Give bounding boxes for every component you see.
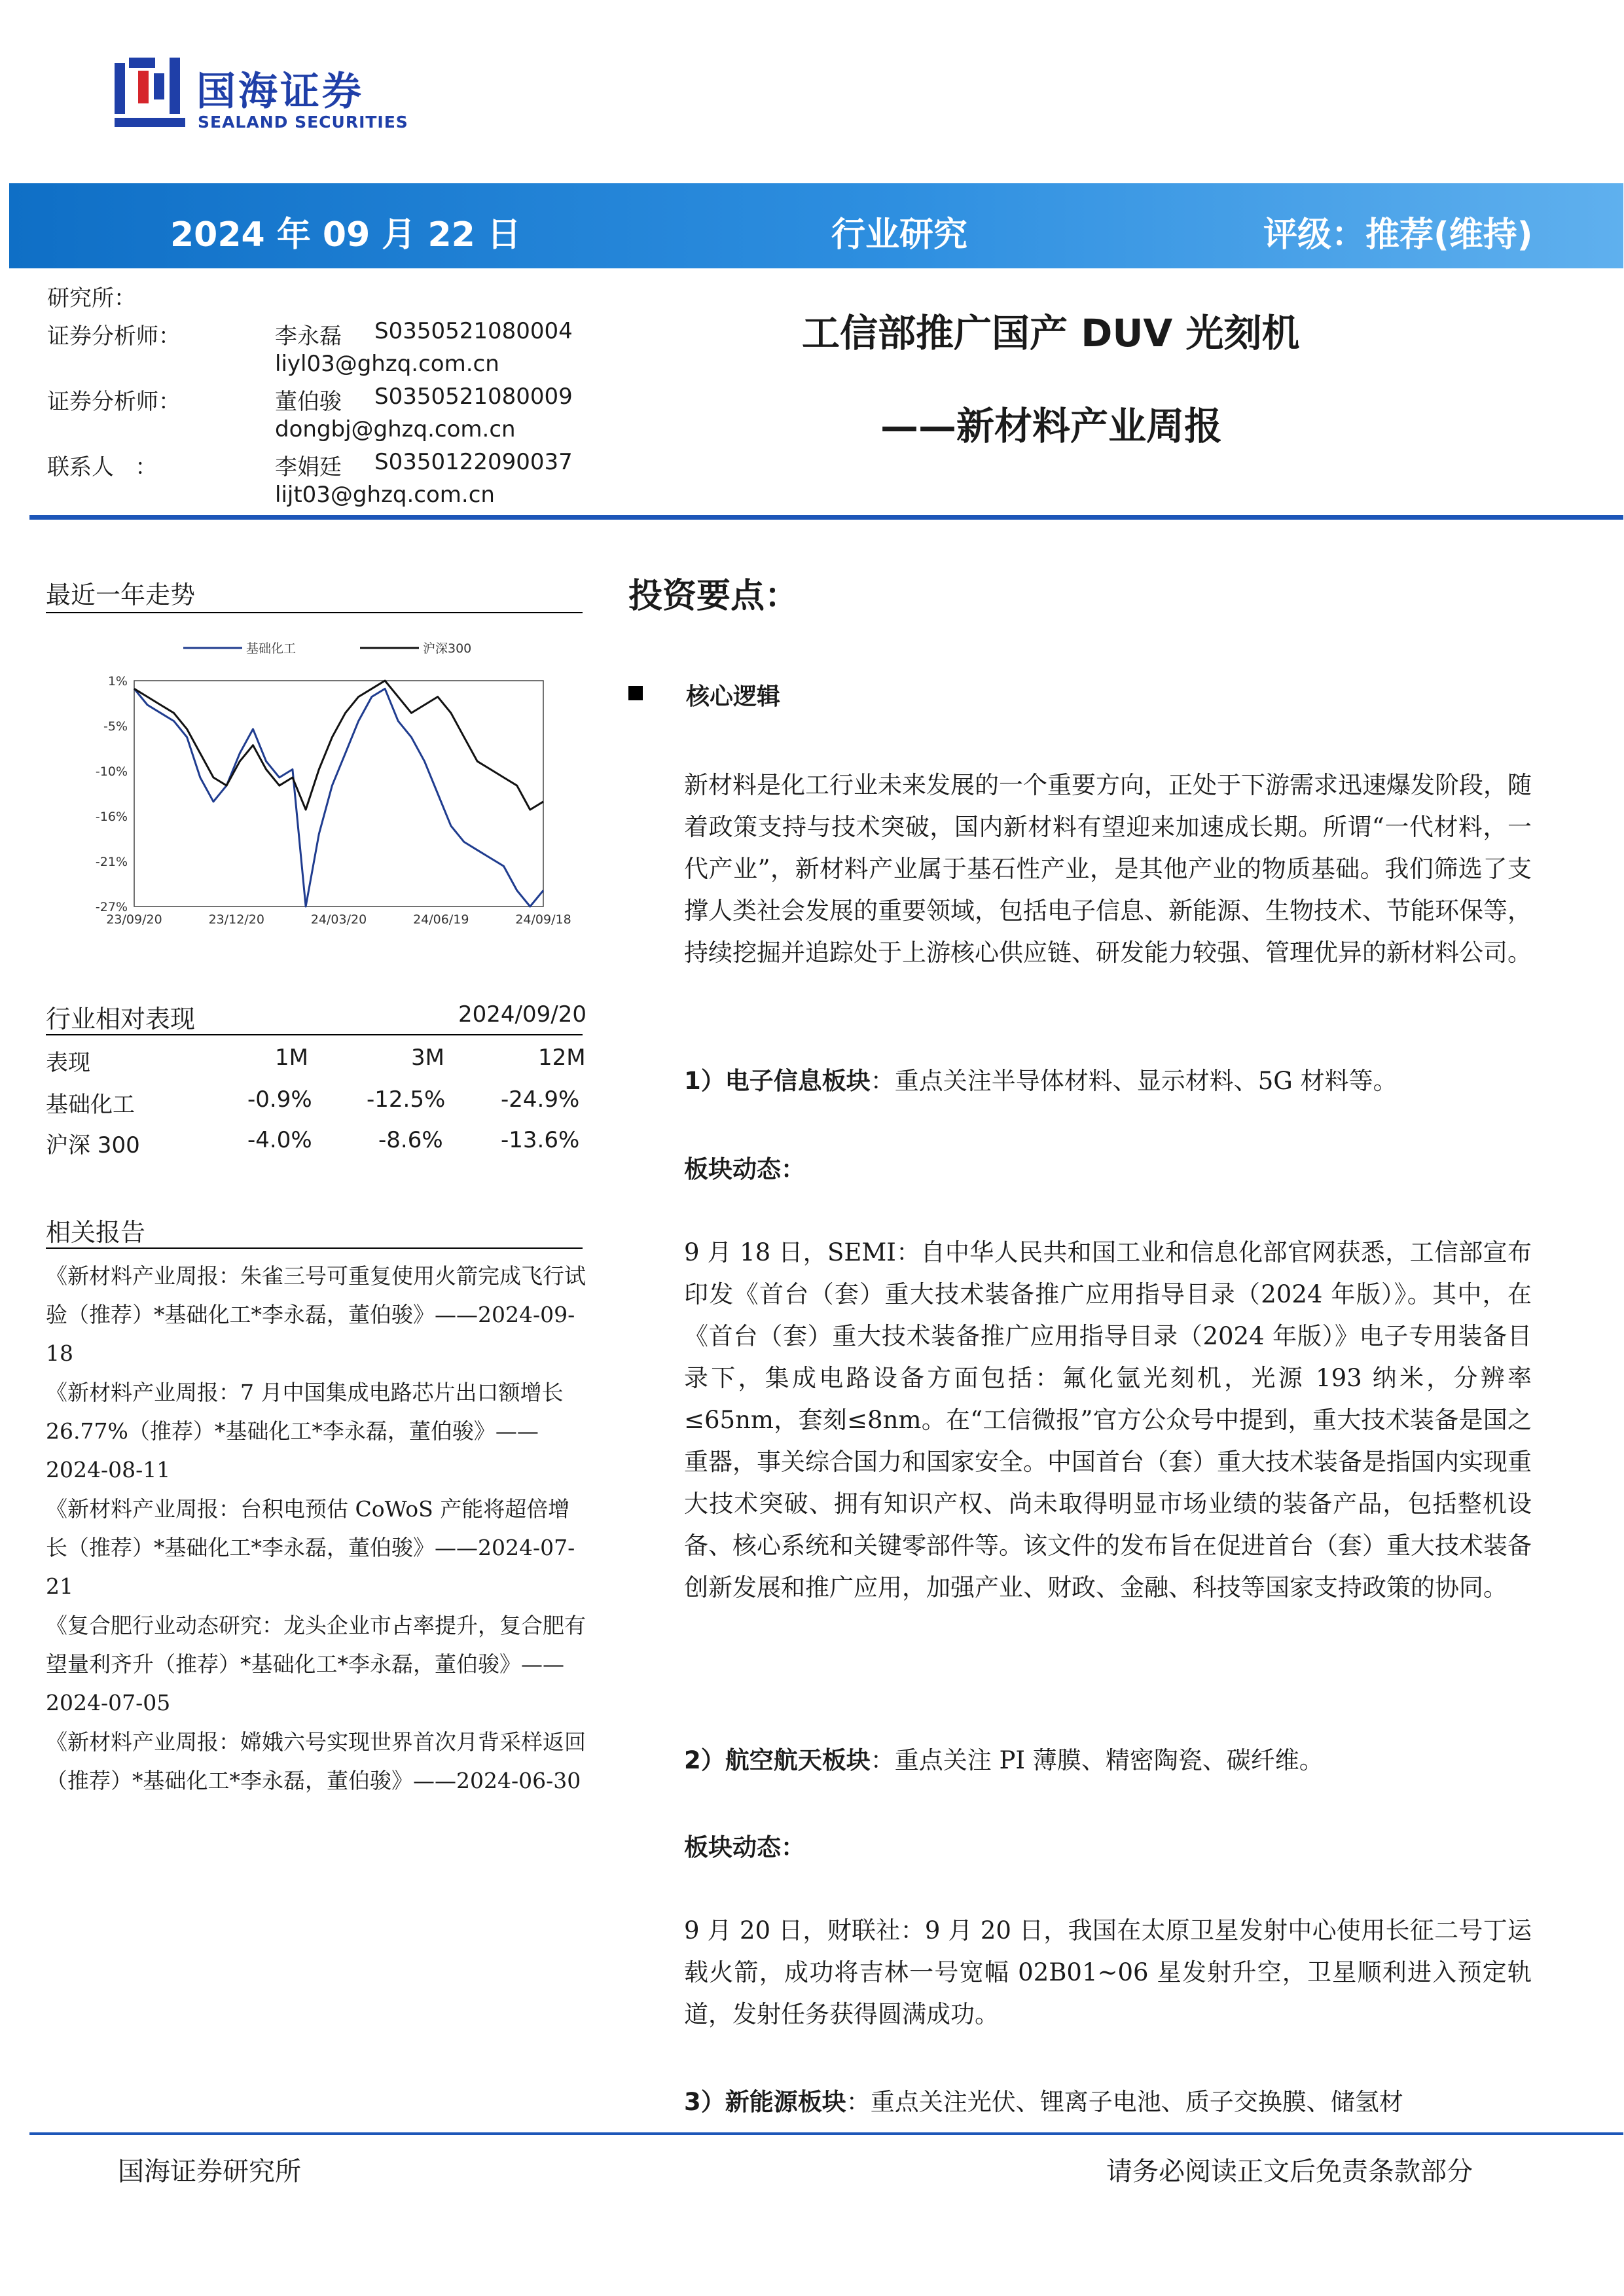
perf-cell: -8.6% (378, 1127, 443, 1153)
core-logic-label: 核心逻辑 (686, 683, 781, 710)
bullet-square-icon (628, 686, 643, 700)
sector-1-label: 1）电子信息板块 (684, 1067, 871, 1095)
y-tick-label: -16% (95, 810, 128, 824)
sector-3-text: ：重点关注光伏、锂离子电池、质子交换膜、储氢材 (846, 2088, 1403, 2116)
report-date: 2024 年 09 月 22 日 (170, 215, 521, 255)
x-tick-label: 24/06/19 (413, 912, 469, 927)
contact-name: 李娟廷 (275, 454, 342, 480)
intro-paragraph: 新材料是化工行业未来发展的一个重要方向，正处于下游需求迅速爆发阶段，随着政策支持与技术突破，国内新材料有望迎来加速成长期。所谓“一代材料，一代产业”，新材料产业属于基石性产业，是其他产业的物质基础。我们筛选了支撑人类社会发展的重要领域，包括电子信息、新能源、生物技术、节能环保等，持续挖掘并追踪处于上游核心供应链、研发能力较强、管理优异的新材料公司。 (684, 771, 1532, 967)
analyst-name: 董伯骏 (275, 389, 342, 415)
sector-1-news: 9 月 18 日，SEMI：自中华人民共和国工业和信息化部官网获悉，工信部宣布印发《首台（套）重大技术装备推广应用指导目录（2024 年版）》。其中，在《首台（套）重大技术装备推广应用指导目录（2024 年版）》电子专用装备目录下，集成电路设备方面包括：氟化氩光刻机，光源 193 纳米，分辨率≤65nm，套刻≤8nm。在“工信微报”官方公众号中提到，重大技术装备是国之重器，事关综合国力和国家安全。中国首台（套）重大技术装备是指国内实现重大技术突破、拥有知识产权、尚未取得明显市场业绩的装备产品，包括整机设备、核心系统和关键零部件等。该文件的发布旨在促进首台（套）重大技术装备创新发展和推广应用，加强产业、财政、金融、科技等国家支持政策的协同。 (684, 1238, 1532, 1602)
legend-label: 沪深300 (423, 641, 472, 656)
perf-cell: -0.9% (247, 1086, 312, 1113)
sector-2-label: 2）航空航天板块 (684, 1746, 871, 1774)
sector-1-line (684, 1060, 1532, 1102)
brand-logo-mark (115, 58, 185, 130)
report-rating: 评级：推荐(维持) (1263, 215, 1533, 255)
y-tick-label: -27% (95, 900, 128, 914)
sector-3-line (684, 2081, 1532, 2123)
perf-row-name: 沪深 300 (46, 1132, 140, 1158)
analyst-role: 证券分析师： (47, 323, 181, 350)
contact-role: 联系人 ： (47, 454, 158, 480)
analyst-email[interactable]: dongbj@ghzq.com.cn (275, 416, 516, 442)
y-tick-label: 1% (107, 674, 128, 689)
footer-divider (29, 2132, 1623, 2135)
investment-highlights-heading: 投资要点： (628, 577, 799, 616)
series-line (134, 681, 543, 810)
related-report-link[interactable]: 《新材料产业周报：嫦娥六号实现世界首次月背采样返回（推荐）*基础化工*李永磊，董伯骏》——2024-06-30 (46, 1729, 586, 1793)
sector-2-text: ：重点关注 PI 薄膜、精密陶瓷、碳纤维。 (870, 1746, 1324, 1774)
sector-1-text: ：重点关注半导体材料、显示材料、5G 材料等。 (870, 1067, 1398, 1095)
x-tick-label: 23/12/20 (208, 912, 264, 927)
legend-label: 基础化工 (246, 641, 297, 656)
footer-institute: 国海证券研究所 (118, 2157, 301, 2187)
y-tick-label: -5% (103, 719, 128, 734)
related-report-link[interactable]: 《新材料产业周报：朱雀三号可重复使用火箭完成飞行试验（推荐）*基础化工*李永磊，董伯骏》——2024-09-18 (46, 1263, 586, 1366)
perf-col-header: 表现 (46, 1050, 90, 1076)
contact-email[interactable]: lijt03@ghzq.com.cn (275, 482, 495, 508)
plot-frame (134, 681, 543, 906)
report-type: 行业研究 (831, 215, 968, 255)
related-report-link[interactable]: 《新材料产业周报：7 月中国集成电路芯片出口额增长 26.77%（推荐）*基础化工*李永磊，董伯骏》——2024-08-11 (46, 1380, 564, 1482)
perf-date: 2024/09/20 (458, 1001, 586, 1028)
perf-cell: -13.6% (501, 1127, 580, 1153)
perf-cell: -24.9% (501, 1086, 580, 1113)
perf-row-name: 基础化工 (46, 1092, 135, 1118)
related-report-link[interactable]: 《复合肥行业动态研究：龙头企业市占率提升，复合肥有望量利齐升（推荐）*基础化工*李永磊，董伯骏》——2024-07-05 (46, 1613, 586, 1715)
perf-cell: -12.5% (367, 1086, 446, 1113)
contact-code: S0350122090037 (374, 449, 573, 475)
dynamics-label: 板块动态： (684, 1833, 805, 1861)
brand-name-cn: 国海证券 (196, 69, 364, 115)
perf-heading: 行业相对表现 (46, 1005, 196, 1033)
brand-name-en: SEALAND SECURITIES (198, 113, 408, 132)
related-report-link[interactable]: 《新材料产业周报：台积电预估 CoWoS 产能将超倍增长（推荐）*基础化工*李永磊，董伯骏》——2024-07-21 (46, 1496, 575, 1599)
analyst-code: S0350521080009 (374, 384, 573, 410)
sector-2-news: 9 月 20 日，财联社：9 月 20 日，我国在太原卫星发射中心使用长征二号丁运载火箭，成功将吉林一号宽幅 02B01~06 星发射升空，卫星顺利进入预定轨道，发射任务获得圆满成功。 (684, 1916, 1532, 2028)
perf-cell: -4.0% (247, 1127, 312, 1153)
header-divider (29, 515, 1623, 520)
related-heading: 相关报告 (46, 1218, 146, 1247)
perf-col-header: 1M (275, 1045, 308, 1071)
report-title: 工信部推广国产 DUV 光刻机 (802, 311, 1300, 355)
analyst-role: 证券分析师： (47, 389, 181, 415)
y-tick-label: -10% (95, 764, 128, 779)
sector-3-label: 3）新能源板块 (684, 2088, 846, 2116)
trend-rule (46, 612, 583, 613)
x-tick-label: 24/03/20 (310, 912, 367, 927)
institute-label: 研究所： (47, 285, 136, 312)
report-subtitle: ——新材料产业周报 (880, 404, 1223, 448)
sector-2-line (684, 1740, 1532, 1782)
x-tick-label: 23/09/20 (106, 912, 162, 927)
x-tick-label: 24/09/18 (515, 912, 571, 927)
trend-chart (46, 628, 583, 949)
perf-rule (46, 1034, 583, 1035)
dynamics-label: 板块动态： (684, 1155, 805, 1183)
related-rule (46, 1247, 583, 1249)
perf-col-header: 12M (538, 1045, 586, 1071)
analyst-code: S0350521080004 (374, 318, 573, 344)
analyst-email[interactable]: liyl03@ghzq.com.cn (275, 351, 499, 377)
analyst-name: 李永磊 (275, 323, 342, 350)
trend-heading: 最近一年走势 (46, 581, 196, 609)
y-tick-label: -21% (95, 855, 128, 869)
footer-disclaimer[interactable]: 请务必阅读正文后免责条款部分 (1106, 2157, 1473, 2187)
series-line (134, 689, 543, 906)
perf-col-header: 3M (411, 1045, 444, 1071)
